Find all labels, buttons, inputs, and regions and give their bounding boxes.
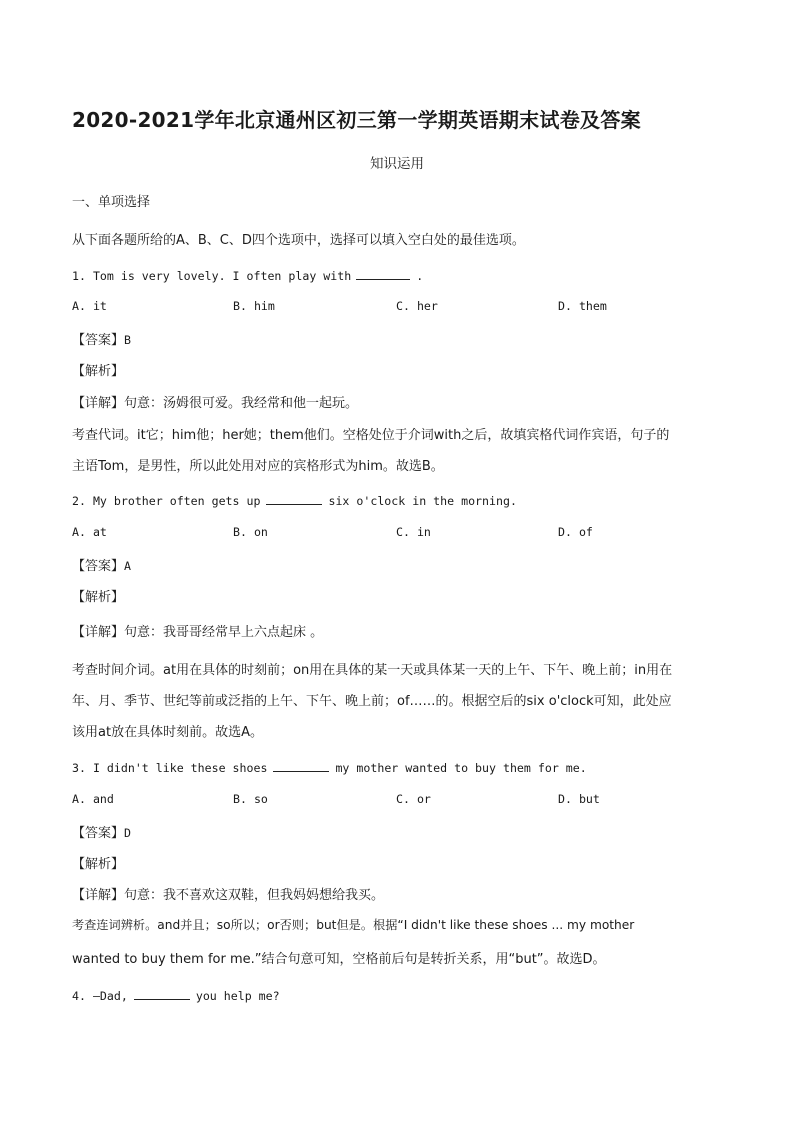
answer-blank [266,493,322,505]
question-2-option-d: D. of [558,525,593,539]
question-3-stem: 3. I didn't like these shoes my mother wanted to buy them for me. [72,761,587,775]
question-1-explain-line-2: 主语Tom，是男性，所以此处用对应的宾格形式为him。故选B。 [72,459,444,474]
question-1-answer: 【答案】B [72,333,131,348]
question-3-explain-line-2: wanted to buy them for me.”结合句意可知，空格前后句是转折关系，用“but”。故选D。 [72,952,606,967]
page-title: 2020-2021学年北京通州区初三第一学期英语期末试卷及答案 [72,108,641,132]
answer-blank [273,760,329,772]
question-2-analysis-label: 【解析】 [72,590,125,605]
question-1-detail: 【详解】句意：汤姆很可爱。我经常和他一起玩。 [72,396,359,411]
question-3-option-b: B. so [233,792,268,806]
section-heading: 知识运用 [370,156,424,172]
question-3-explain-line-1: 考查连词辨析。and并且；so所以；or否则；but但是。根据“I didn't like these shoes ... my mother [72,918,635,932]
question-3-answer: 【答案】D [72,826,131,841]
question-3-analysis-label: 【解析】 [72,857,125,872]
question-3-option-a: A. and [72,792,114,806]
question-1-explain-line-1: 考查代词。it它；him他；her她；them他们。空格处位于介词with之后，故填宾格代词作宾语，句子的 [72,428,670,443]
question-1-stem: 1. Tom is very lovely. I often play with . [72,269,424,283]
question-1-option-d: D. them [558,299,607,313]
question-2-stem: 2. My brother often gets up six o'clock in the morning. [72,494,517,508]
answer-blank [134,988,190,1000]
question-2-explain-line-1: 考查时间介词。at用在具体的时刻前；on用在具体的某一天或具体某一天的上午、下午、晚上前；in用在 [72,663,673,678]
question-2-explain-line-2: 年、月、季节、世纪等前或泛指的上午、下午、晚上前；of……的。根据空后的six o'clock可知，此处应 [72,694,672,709]
question-2-option-b: B. on [233,525,268,539]
question-1-option-a: A. it [72,299,107,313]
question-2-answer: 【答案】A [72,559,131,574]
question-2-option-a: A. at [72,525,107,539]
question-1-analysis-label: 【解析】 [72,364,125,379]
question-3-detail: 【详解】句意：我不喜欢这双鞋，但我妈妈想给我买。 [72,888,385,903]
question-3-option-d: D. but [558,792,600,806]
instruction-text: 从下面各题所给的A、B、C、D四个选项中，选择可以填入空白处的最佳选项。 [72,233,525,248]
answer-blank [356,268,410,280]
question-2-detail: 【详解】句意：我哥哥经常早上六点起床 。 [72,625,324,640]
question-2-explain-line-3: 该用at放在具体时刻前。故选A。 [72,725,263,740]
question-3-option-c: C. or [396,792,431,806]
question-1-option-b: B. him [233,299,275,313]
part-heading: 一、单项选择 [72,195,151,210]
question-1-option-c: C. her [396,299,438,313]
question-4-stem: 4. —Dad, you help me? [72,989,280,1003]
question-2-option-c: C. in [396,525,431,539]
